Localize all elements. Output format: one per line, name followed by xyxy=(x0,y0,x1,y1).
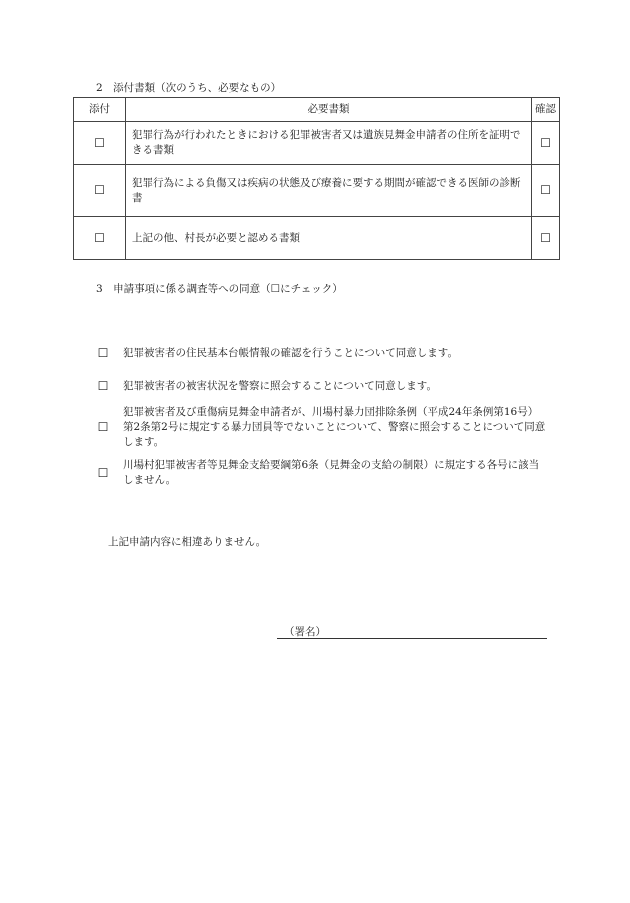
consent-text-2: 犯罪被害者の被害状況を警察に照会することについて同意します。 xyxy=(123,380,437,392)
confirm-checkbox-2[interactable]: ☐ xyxy=(532,165,560,217)
table-header-row xyxy=(74,98,560,122)
consent-checkbox-2[interactable]: ☐ xyxy=(97,379,109,393)
attach-checkbox-1[interactable]: ☐ xyxy=(74,122,126,165)
attachments-table xyxy=(73,97,560,260)
header-required-docs: 必要書類 xyxy=(126,98,532,122)
required-doc-2: 犯罪行為による負傷又は疾病の状態及び療養に要する期間が確認できる医師の診断書 xyxy=(126,165,532,217)
header-confirm: 確認 xyxy=(532,98,560,122)
consent-checkbox-4[interactable]: ☐ xyxy=(97,466,109,480)
section-3-heading: 3 申請事項に係る調査等への同意（☐にチェック） xyxy=(96,283,343,295)
declaration-text: 上記申請内容に相違ありません。 xyxy=(108,536,267,548)
consent-text-4: 川場村犯罪被害者等見舞金支給要綱第6条（見舞金の支給の制限）に規定する各号に該当しません。 xyxy=(123,459,540,486)
confirm-checkbox-1[interactable]: ☐ xyxy=(532,122,560,165)
table-row xyxy=(74,217,560,260)
attach-checkbox-3[interactable]: ☐ xyxy=(74,217,126,260)
header-attach: 添付 xyxy=(74,98,126,122)
consent-text-3: 犯罪被害者及び重傷病見舞金申請者が、川場村暴力団排除条例（平成24年条例第16号）第2条第2号に規定する暴力団員等でないことについて、警察に照会することについて同意します。 xyxy=(123,406,546,448)
consent-item-3 xyxy=(96,405,546,450)
table-row xyxy=(74,122,560,165)
attach-checkbox-2[interactable]: ☐ xyxy=(74,165,126,217)
consent-item-1 xyxy=(96,346,546,361)
section-2-heading: 2 添付書類（次のうち、必要なもの） xyxy=(96,82,282,94)
required-doc-3: 上記の他、村長が必要と認める書類 xyxy=(126,217,532,260)
table-row xyxy=(74,165,560,217)
consent-text-1: 犯罪被害者の住民基本台帳情報の確認を行うことについて同意します。 xyxy=(123,347,458,359)
consent-checkbox-3[interactable]: ☐ xyxy=(97,420,109,434)
consent-checkbox-1[interactable]: ☐ xyxy=(97,346,109,360)
signature-label: （署名） xyxy=(284,626,326,638)
confirm-checkbox-3[interactable]: ☐ xyxy=(532,217,560,260)
consent-item-2 xyxy=(96,379,546,394)
consent-item-4 xyxy=(96,458,546,488)
required-doc-1: 犯罪行為が行われたときにおける犯罪被害者又は遺族見舞金申請者の住所を証明できる書類 xyxy=(126,122,532,165)
signature-line[interactable] xyxy=(277,638,547,639)
